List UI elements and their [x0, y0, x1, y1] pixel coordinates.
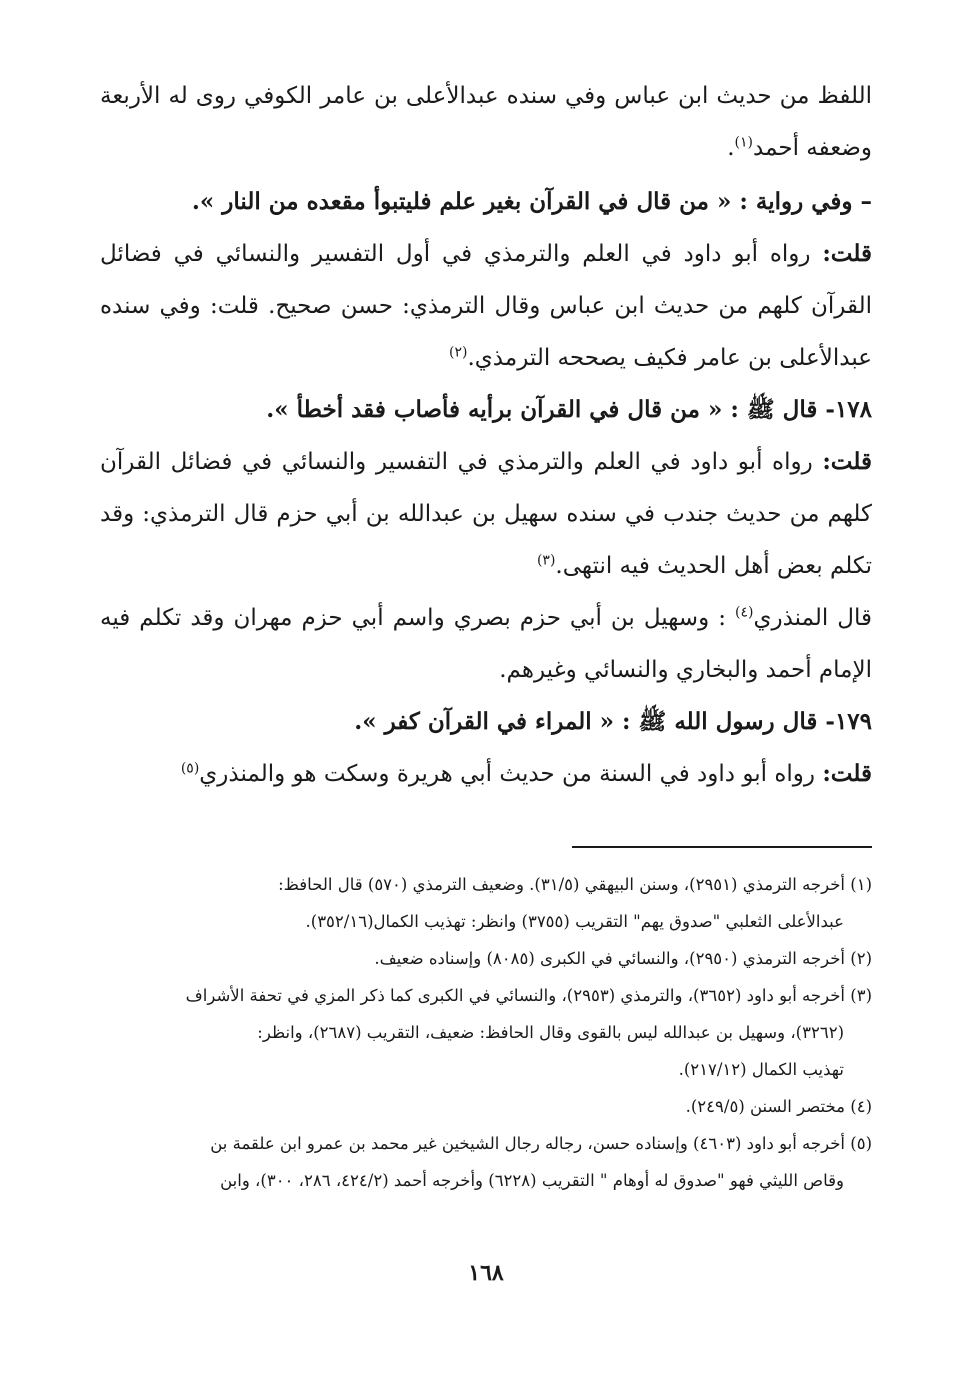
page-number: ١٦٨	[468, 1260, 504, 1286]
footnote-ref: (٣)	[536, 552, 556, 569]
footnote-line: (٣٢٦٢)، وسهيل بن عبدالله ليس بالقوى وقال الحافظ: ضعيف، التقريب (٢٦٨٧)، وانظر:	[257, 1023, 844, 1042]
footnotes	[100, 866, 872, 1199]
footnote-line: عبدالأعلى الثعلبي "صدوق يهم" التقريب (٣٧٥٥) وانظر: تهذيب الكمال(٣٥٢/١٦).	[305, 912, 844, 931]
footnote-line: (١) أخرجه الترمذي (٢٩٥١)، وسنن البيهقي (٣١/٥). وضعيف الترمذي (٥٧٠) قال الحافظ:	[278, 875, 872, 894]
paragraph-text: رواه أبو داود في العلم والترمذي في أول التفسير والنسائي في فضائل القرآن كلهم من حديث ابن عباس وقال الترمذي: حسن صحيح. قلت: وفي سنده عبدالأعلى بن عامر فكيف يصححه الترمذي.	[100, 241, 872, 371]
hadith-heading: ١٧٨- قال ﷺ : « من قال في القرآن برأيه فأصاب فقد أخطأ ».	[266, 396, 872, 423]
main-text	[100, 70, 872, 800]
footnote-divider	[572, 846, 872, 848]
qultu-label: قلت:	[822, 760, 872, 787]
paragraph	[100, 592, 872, 696]
footnote-ref: (١)	[734, 134, 753, 151]
footnote-line: تهذيب الكمال (٢١٧/١٢).	[678, 1060, 844, 1079]
footnote-line: (٤) مختصر السنن (٢٤٩/٥).	[685, 1097, 872, 1116]
footnote-line: (٣) أخرجه أبو داود (٣٦٥٢)، والترمذي (٢٩٥٣)، والنسائي في الكبرى كما ذكر المزي في تحفة الأشراف	[185, 986, 872, 1005]
qultu-label: قلت:	[822, 448, 872, 475]
footnote-ref: (٢)	[449, 344, 468, 361]
footnote-line: (٥) أخرجه أبو داود (٤٦٠٣) وإسناده حسن، رجاله رجال الشيخين غير محمد بن عمرو ابن علقمة بن	[210, 1134, 872, 1153]
footnote-line: (٢) أخرجه الترمذي (٢٩٥٠)، والنسائي في الكبرى (٨٠٨٥) وإسناده ضعيف.	[374, 949, 872, 968]
punctuation: .	[727, 135, 735, 161]
paragraph	[100, 436, 872, 592]
footnote-ref: (٤)	[734, 604, 754, 621]
paragraph-text: : وسهيل بن أبي حزم بصري واسم أبي حزم مهران وقد تكلم فيه الإمام أحمد والبخاري والنسائي وغيرهم.	[100, 605, 872, 683]
paragraph-text: قال المنذري	[753, 605, 873, 631]
hadith-heading: ١٧٩- قال رسول الله ﷺ : « المراء في القرآن كفر ».	[354, 708, 872, 735]
page	[100, 70, 873, 1286]
footnote-ref: (٥)	[180, 760, 200, 777]
paragraph	[100, 748, 872, 800]
paragraph-text: رواه أبو داود في العلم والترمذي في التفسير والنسائي في فضائل القرآن كلهم من حديث جندب في سنده سهيل بن عبدالله بن أبي حزم قال الترمذي: وقد تكلم بعض أهل الحديث فيه انتهى.	[100, 449, 872, 579]
paragraph	[100, 70, 872, 174]
paragraph-text: اللفظ من حديث ابن عباس وفي سنده عبدالأعلى بن عامر الكوفي روى له الأربعة وضعفه أحمد	[100, 83, 872, 161]
footnote-line: وقاص الليثي فهو "صدوق له أوهام " التقريب (٦٢٢٨) وأخرجه أحمد (٤٢٤/٢، ٢٨٦، ٣٠٠)، وابن	[220, 1171, 844, 1190]
qultu-label: قلت:	[822, 240, 872, 267]
paragraph	[100, 228, 872, 384]
paragraph-text: رواه أبو داود في السنة من حديث أبي هريرة وسكت هو والمنذري	[199, 761, 823, 787]
hadith-variant: – وفي رواية : « من قال في القرآن بغير علم فليتبوأ مقعده من النار ».	[191, 188, 872, 215]
